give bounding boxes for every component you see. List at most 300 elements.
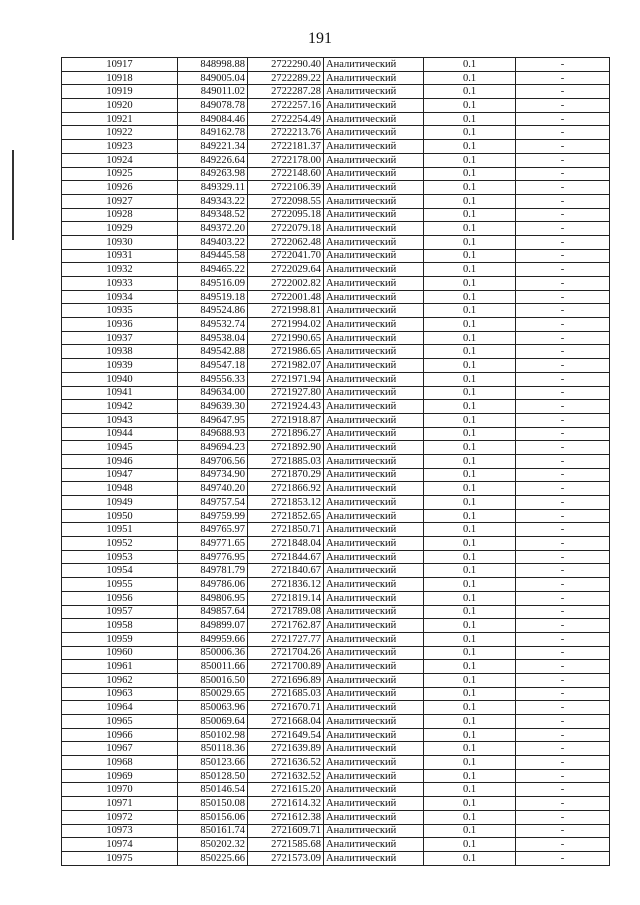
- table-row: [62, 181, 610, 195]
- note-cell: -: [516, 153, 610, 167]
- x-coordinate-cell: 849706.56: [178, 454, 248, 468]
- y-coordinate-cell: 2721866.92: [248, 482, 324, 496]
- table-row: [62, 605, 610, 619]
- note-cell: -: [516, 783, 610, 797]
- method-cell: Аналитический: [324, 222, 424, 236]
- note-cell: -: [516, 277, 610, 291]
- x-coordinate-cell: 849538.04: [178, 331, 248, 345]
- precision-cell: 0.1: [424, 99, 516, 113]
- method-cell: Аналитический: [324, 441, 424, 455]
- point-number-cell: 10922: [62, 126, 178, 140]
- precision-cell: 0.1: [424, 660, 516, 674]
- note-cell: -: [516, 85, 610, 99]
- table-row: [62, 715, 610, 729]
- note-cell: -: [516, 619, 610, 633]
- note-cell: -: [516, 140, 610, 154]
- method-cell: Аналитический: [324, 728, 424, 742]
- table-row: [62, 838, 610, 852]
- y-coordinate-cell: 2721892.90: [248, 441, 324, 455]
- note-cell: -: [516, 58, 610, 72]
- point-number-cell: 10955: [62, 578, 178, 592]
- method-cell: Аналитический: [324, 701, 424, 715]
- precision-cell: 0.1: [424, 550, 516, 564]
- table-row: [62, 550, 610, 564]
- y-coordinate-cell: 2722213.76: [248, 126, 324, 140]
- table-row: [62, 318, 610, 332]
- point-number-cell: 10956: [62, 591, 178, 605]
- method-cell: Аналитический: [324, 126, 424, 140]
- table-row: [62, 756, 610, 770]
- x-coordinate-cell: 849519.18: [178, 290, 248, 304]
- precision-cell: 0.1: [424, 673, 516, 687]
- point-number-cell: 10971: [62, 797, 178, 811]
- y-coordinate-cell: 2721615.20: [248, 783, 324, 797]
- y-coordinate-cell: 2722079.18: [248, 222, 324, 236]
- x-coordinate-cell: 849734.90: [178, 468, 248, 482]
- table-row: [62, 454, 610, 468]
- precision-cell: 0.1: [424, 126, 516, 140]
- x-coordinate-cell: 849465.22: [178, 263, 248, 277]
- precision-cell: 0.1: [424, 619, 516, 633]
- method-cell: Аналитический: [324, 181, 424, 195]
- precision-cell: 0.1: [424, 345, 516, 359]
- point-number-cell: 10924: [62, 153, 178, 167]
- point-number-cell: 10957: [62, 605, 178, 619]
- precision-cell: 0.1: [424, 810, 516, 824]
- method-cell: Аналитический: [324, 386, 424, 400]
- method-cell: Аналитический: [324, 427, 424, 441]
- precision-cell: 0.1: [424, 715, 516, 729]
- method-cell: Аналитический: [324, 112, 424, 126]
- method-cell: Аналитический: [324, 372, 424, 386]
- note-cell: -: [516, 523, 610, 537]
- y-coordinate-cell: 2721836.12: [248, 578, 324, 592]
- method-cell: Аналитический: [324, 660, 424, 674]
- point-number-cell: 10918: [62, 71, 178, 85]
- note-cell: -: [516, 797, 610, 811]
- method-cell: Аналитический: [324, 797, 424, 811]
- method-cell: Аналитический: [324, 400, 424, 414]
- point-number-cell: 10954: [62, 564, 178, 578]
- method-cell: Аналитический: [324, 304, 424, 318]
- y-coordinate-cell: 2721632.52: [248, 769, 324, 783]
- y-coordinate-cell: 2721918.87: [248, 413, 324, 427]
- y-coordinate-cell: 2721850.71: [248, 523, 324, 537]
- table-row: [62, 372, 610, 386]
- precision-cell: 0.1: [424, 140, 516, 154]
- margin-mark: [12, 150, 14, 240]
- point-number-cell: 10950: [62, 509, 178, 523]
- method-cell: Аналитический: [324, 153, 424, 167]
- point-number-cell: 10937: [62, 331, 178, 345]
- precision-cell: 0.1: [424, 564, 516, 578]
- y-coordinate-cell: 2721727.77: [248, 632, 324, 646]
- x-coordinate-cell: 850029.65: [178, 687, 248, 701]
- y-coordinate-cell: 2721998.81: [248, 304, 324, 318]
- x-coordinate-cell: 849078.78: [178, 99, 248, 113]
- method-cell: Аналитический: [324, 851, 424, 865]
- method-cell: Аналитический: [324, 496, 424, 510]
- note-cell: -: [516, 851, 610, 865]
- method-cell: Аналитический: [324, 619, 424, 633]
- point-number-cell: 10966: [62, 728, 178, 742]
- note-cell: -: [516, 99, 610, 113]
- method-cell: Аналитический: [324, 742, 424, 756]
- y-coordinate-cell: 2721927.80: [248, 386, 324, 400]
- point-number-cell: 10949: [62, 496, 178, 510]
- point-number-cell: 10943: [62, 413, 178, 427]
- table-row: [62, 441, 610, 455]
- x-coordinate-cell: 849634.00: [178, 386, 248, 400]
- table-row: [62, 359, 610, 373]
- y-coordinate-cell: 2721896.27: [248, 427, 324, 441]
- y-coordinate-cell: 2721982.07: [248, 359, 324, 373]
- point-number-cell: 10934: [62, 290, 178, 304]
- note-cell: -: [516, 564, 610, 578]
- precision-cell: 0.1: [424, 400, 516, 414]
- table-row: [62, 701, 610, 715]
- precision-cell: 0.1: [424, 454, 516, 468]
- table-row: [62, 153, 610, 167]
- note-cell: -: [516, 427, 610, 441]
- y-coordinate-cell: 2721573.09: [248, 851, 324, 865]
- method-cell: Аналитический: [324, 468, 424, 482]
- point-number-cell: 10930: [62, 235, 178, 249]
- point-number-cell: 10975: [62, 851, 178, 865]
- x-coordinate-cell: 849532.74: [178, 318, 248, 332]
- point-number-cell: 10927: [62, 194, 178, 208]
- table-row: [62, 112, 610, 126]
- point-number-cell: 10931: [62, 249, 178, 263]
- table-row: [62, 660, 610, 674]
- precision-cell: 0.1: [424, 235, 516, 249]
- precision-cell: 0.1: [424, 646, 516, 660]
- y-coordinate-cell: 2722148.60: [248, 167, 324, 181]
- precision-cell: 0.1: [424, 824, 516, 838]
- precision-cell: 0.1: [424, 537, 516, 551]
- precision-cell: 0.1: [424, 194, 516, 208]
- x-coordinate-cell: 850150.08: [178, 797, 248, 811]
- point-number-cell: 10951: [62, 523, 178, 537]
- y-coordinate-cell: 2722002.82: [248, 277, 324, 291]
- x-coordinate-cell: 850146.54: [178, 783, 248, 797]
- point-number-cell: 10965: [62, 715, 178, 729]
- x-coordinate-cell: 849556.33: [178, 372, 248, 386]
- y-coordinate-cell: 2721639.89: [248, 742, 324, 756]
- x-coordinate-cell: 849162.78: [178, 126, 248, 140]
- y-coordinate-cell: 2722254.49: [248, 112, 324, 126]
- precision-cell: 0.1: [424, 756, 516, 770]
- note-cell: -: [516, 167, 610, 181]
- point-number-cell: 10938: [62, 345, 178, 359]
- point-number-cell: 10936: [62, 318, 178, 332]
- precision-cell: 0.1: [424, 222, 516, 236]
- table-row: [62, 673, 610, 687]
- x-coordinate-cell: 849781.79: [178, 564, 248, 578]
- method-cell: Аналитический: [324, 715, 424, 729]
- x-coordinate-cell: 850202.32: [178, 838, 248, 852]
- point-number-cell: 10973: [62, 824, 178, 838]
- method-cell: Аналитический: [324, 454, 424, 468]
- point-number-cell: 10942: [62, 400, 178, 414]
- note-cell: -: [516, 413, 610, 427]
- x-coordinate-cell: 849647.95: [178, 413, 248, 427]
- y-coordinate-cell: 2721762.87: [248, 619, 324, 633]
- precision-cell: 0.1: [424, 277, 516, 291]
- point-number-cell: 10961: [62, 660, 178, 674]
- x-coordinate-cell: 849329.11: [178, 181, 248, 195]
- point-number-cell: 10969: [62, 769, 178, 783]
- x-coordinate-cell: 849776.95: [178, 550, 248, 564]
- method-cell: Аналитический: [324, 756, 424, 770]
- x-coordinate-cell: 848998.88: [178, 58, 248, 72]
- table-row: [62, 304, 610, 318]
- table-row: [62, 331, 610, 345]
- point-number-cell: 10939: [62, 359, 178, 373]
- precision-cell: 0.1: [424, 851, 516, 865]
- point-number-cell: 10972: [62, 810, 178, 824]
- x-coordinate-cell: 850016.50: [178, 673, 248, 687]
- note-cell: -: [516, 715, 610, 729]
- point-number-cell: 10933: [62, 277, 178, 291]
- precision-cell: 0.1: [424, 181, 516, 195]
- note-cell: -: [516, 372, 610, 386]
- precision-cell: 0.1: [424, 468, 516, 482]
- method-cell: Аналитический: [324, 235, 424, 249]
- method-cell: Аналитический: [324, 194, 424, 208]
- precision-cell: 0.1: [424, 769, 516, 783]
- y-coordinate-cell: 2722257.16: [248, 99, 324, 113]
- note-cell: -: [516, 701, 610, 715]
- method-cell: Аналитический: [324, 810, 424, 824]
- table-row: [62, 646, 610, 660]
- point-number-cell: 10960: [62, 646, 178, 660]
- point-number-cell: 10919: [62, 85, 178, 99]
- precision-cell: 0.1: [424, 523, 516, 537]
- table-row: [62, 263, 610, 277]
- y-coordinate-cell: 2721696.89: [248, 673, 324, 687]
- note-cell: -: [516, 578, 610, 592]
- note-cell: -: [516, 400, 610, 414]
- x-coordinate-cell: 849688.93: [178, 427, 248, 441]
- point-number-cell: 10946: [62, 454, 178, 468]
- precision-cell: 0.1: [424, 591, 516, 605]
- point-number-cell: 10917: [62, 58, 178, 72]
- note-cell: -: [516, 222, 610, 236]
- table-row: [62, 58, 610, 72]
- note-cell: -: [516, 728, 610, 742]
- point-number-cell: 10958: [62, 619, 178, 633]
- note-cell: -: [516, 454, 610, 468]
- point-number-cell: 10948: [62, 482, 178, 496]
- table-row: [62, 687, 610, 701]
- y-coordinate-cell: 2721994.02: [248, 318, 324, 332]
- x-coordinate-cell: 849084.46: [178, 112, 248, 126]
- point-number-cell: 10932: [62, 263, 178, 277]
- table-row: [62, 222, 610, 236]
- method-cell: Аналитический: [324, 632, 424, 646]
- note-cell: -: [516, 605, 610, 619]
- precision-cell: 0.1: [424, 167, 516, 181]
- point-number-cell: 10968: [62, 756, 178, 770]
- table-row: [62, 482, 610, 496]
- precision-cell: 0.1: [424, 742, 516, 756]
- precision-cell: 0.1: [424, 496, 516, 510]
- note-cell: -: [516, 509, 610, 523]
- table-row: [62, 537, 610, 551]
- table-row: [62, 194, 610, 208]
- method-cell: Аналитический: [324, 523, 424, 537]
- x-coordinate-cell: 849403.22: [178, 235, 248, 249]
- note-cell: -: [516, 112, 610, 126]
- note-cell: -: [516, 304, 610, 318]
- method-cell: Аналитический: [324, 263, 424, 277]
- note-cell: -: [516, 824, 610, 838]
- y-coordinate-cell: 2721585.68: [248, 838, 324, 852]
- table-row: [62, 783, 610, 797]
- method-cell: Аналитический: [324, 687, 424, 701]
- method-cell: Аналитический: [324, 537, 424, 551]
- method-cell: Аналитический: [324, 277, 424, 291]
- precision-cell: 0.1: [424, 509, 516, 523]
- precision-cell: 0.1: [424, 427, 516, 441]
- x-coordinate-cell: 849759.99: [178, 509, 248, 523]
- y-coordinate-cell: 2721685.03: [248, 687, 324, 701]
- y-coordinate-cell: 2721924.43: [248, 400, 324, 414]
- y-coordinate-cell: 2721609.71: [248, 824, 324, 838]
- method-cell: Аналитический: [324, 140, 424, 154]
- table-row: [62, 468, 610, 482]
- note-cell: -: [516, 181, 610, 195]
- y-coordinate-cell: 2721668.04: [248, 715, 324, 729]
- note-cell: -: [516, 290, 610, 304]
- precision-cell: 0.1: [424, 605, 516, 619]
- y-coordinate-cell: 2722041.70: [248, 249, 324, 263]
- x-coordinate-cell: 849757.54: [178, 496, 248, 510]
- y-coordinate-cell: 2721789.08: [248, 605, 324, 619]
- x-coordinate-cell: 849011.02: [178, 85, 248, 99]
- x-coordinate-cell: 849786.06: [178, 578, 248, 592]
- table-row: [62, 290, 610, 304]
- page-number: 191: [308, 30, 332, 47]
- point-number-cell: 10923: [62, 140, 178, 154]
- note-cell: -: [516, 482, 610, 496]
- x-coordinate-cell: 849524.86: [178, 304, 248, 318]
- x-coordinate-cell: 849221.34: [178, 140, 248, 154]
- note-cell: -: [516, 263, 610, 277]
- precision-cell: 0.1: [424, 701, 516, 715]
- y-coordinate-cell: 2721852.65: [248, 509, 324, 523]
- y-coordinate-cell: 2722178.00: [248, 153, 324, 167]
- note-cell: -: [516, 345, 610, 359]
- point-number-cell: 10920: [62, 99, 178, 113]
- method-cell: Аналитический: [324, 318, 424, 332]
- method-cell: Аналитический: [324, 58, 424, 72]
- y-coordinate-cell: 2721649.54: [248, 728, 324, 742]
- table-row: [62, 496, 610, 510]
- table-row: [62, 591, 610, 605]
- table-row: [62, 824, 610, 838]
- x-coordinate-cell: 850123.66: [178, 756, 248, 770]
- note-cell: -: [516, 687, 610, 701]
- note-cell: -: [516, 756, 610, 770]
- x-coordinate-cell: 849343.22: [178, 194, 248, 208]
- x-coordinate-cell: 849542.88: [178, 345, 248, 359]
- point-number-cell: 10974: [62, 838, 178, 852]
- point-number-cell: 10941: [62, 386, 178, 400]
- precision-cell: 0.1: [424, 359, 516, 373]
- method-cell: Аналитический: [324, 591, 424, 605]
- x-coordinate-cell: 849445.58: [178, 249, 248, 263]
- precision-cell: 0.1: [424, 632, 516, 646]
- method-cell: Аналитический: [324, 167, 424, 181]
- table-row: [62, 728, 610, 742]
- precision-cell: 0.1: [424, 687, 516, 701]
- y-coordinate-cell: 2722098.55: [248, 194, 324, 208]
- x-coordinate-cell: 850011.66: [178, 660, 248, 674]
- point-number-cell: 10925: [62, 167, 178, 181]
- method-cell: Аналитический: [324, 550, 424, 564]
- precision-cell: 0.1: [424, 838, 516, 852]
- y-coordinate-cell: 2721986.65: [248, 345, 324, 359]
- x-coordinate-cell: 849372.20: [178, 222, 248, 236]
- method-cell: Аналитический: [324, 345, 424, 359]
- method-cell: Аналитический: [324, 673, 424, 687]
- point-number-cell: 10963: [62, 687, 178, 701]
- note-cell: -: [516, 249, 610, 263]
- y-coordinate-cell: 2722289.22: [248, 71, 324, 85]
- note-cell: -: [516, 810, 610, 824]
- x-coordinate-cell: 850069.64: [178, 715, 248, 729]
- x-coordinate-cell: 849740.20: [178, 482, 248, 496]
- table-row: [62, 413, 610, 427]
- table-row: [62, 427, 610, 441]
- method-cell: Аналитический: [324, 413, 424, 427]
- x-coordinate-cell: 849005.04: [178, 71, 248, 85]
- y-coordinate-cell: 2721614.32: [248, 797, 324, 811]
- y-coordinate-cell: 2722106.39: [248, 181, 324, 195]
- note-cell: -: [516, 632, 610, 646]
- note-cell: -: [516, 769, 610, 783]
- x-coordinate-cell: 849959.66: [178, 632, 248, 646]
- y-coordinate-cell: 2722287.28: [248, 85, 324, 99]
- y-coordinate-cell: 2721853.12: [248, 496, 324, 510]
- y-coordinate-cell: 2722290.40: [248, 58, 324, 72]
- coordinates-table: [61, 57, 610, 866]
- precision-cell: 0.1: [424, 318, 516, 332]
- point-number-cell: 10921: [62, 112, 178, 126]
- point-number-cell: 10967: [62, 742, 178, 756]
- y-coordinate-cell: 2721704.26: [248, 646, 324, 660]
- method-cell: Аналитический: [324, 482, 424, 496]
- precision-cell: 0.1: [424, 112, 516, 126]
- x-coordinate-cell: 850161.74: [178, 824, 248, 838]
- precision-cell: 0.1: [424, 153, 516, 167]
- y-coordinate-cell: 2721612.38: [248, 810, 324, 824]
- x-coordinate-cell: 849857.64: [178, 605, 248, 619]
- y-coordinate-cell: 2722181.37: [248, 140, 324, 154]
- precision-cell: 0.1: [424, 797, 516, 811]
- note-cell: -: [516, 71, 610, 85]
- x-coordinate-cell: 850156.06: [178, 810, 248, 824]
- note-cell: -: [516, 194, 610, 208]
- table-row: [62, 235, 610, 249]
- table-row: [62, 208, 610, 222]
- table-row: [62, 742, 610, 756]
- method-cell: Аналитический: [324, 249, 424, 263]
- precision-cell: 0.1: [424, 783, 516, 797]
- y-coordinate-cell: 2721819.14: [248, 591, 324, 605]
